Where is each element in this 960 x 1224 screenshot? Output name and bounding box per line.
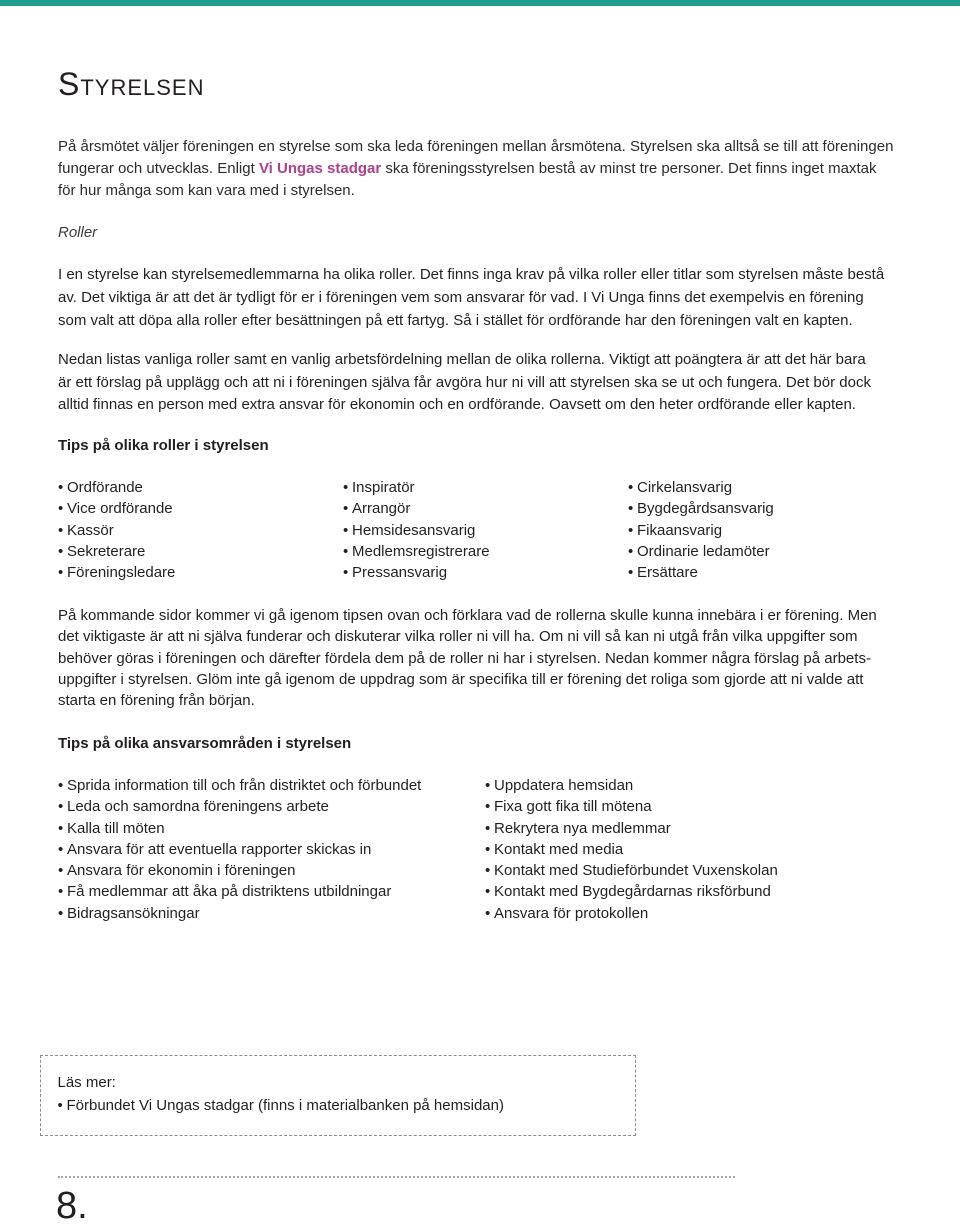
- list-item: [628, 477, 774, 498]
- list-item: [58, 839, 421, 860]
- read-more-item: [58, 1095, 504, 1117]
- list-item-label: Cirkelansvarig: [637, 479, 733, 496]
- list-item: [58, 520, 175, 541]
- responsibilities-column-1: [58, 775, 421, 924]
- list-item-label: Kalla till möten: [67, 819, 165, 837]
- roles-subheading: Roller: [58, 224, 98, 241]
- bullet-icon: [485, 796, 494, 817]
- read-more-box: [40, 1055, 636, 1136]
- bullet-icon: [58, 860, 67, 881]
- list-item: [58, 498, 175, 519]
- list-item-label: Rekrytera nya medlemmar: [494, 819, 671, 837]
- bullet-icon: [343, 541, 352, 562]
- paragraph-line: det viktigaste är att ni själva funderar och diskuterar vilka roller ni vill ha. Om ni vill så kan ni utgå från vilka uppgifter som: [58, 628, 858, 646]
- roles-column-3: [628, 477, 774, 583]
- bullet-icon: [485, 860, 494, 881]
- footer-dotted-divider: [58, 1176, 735, 1178]
- text-segment: ska föreningsstyrelsen bestå av minst tre personer. Det finns inget maxtak: [381, 160, 877, 177]
- stadgar-link[interactable]: Vi Ungas stadgar: [258, 160, 382, 177]
- page-title: Styrelsen: [58, 66, 205, 102]
- roles-column-2: [343, 477, 490, 583]
- list-item: [628, 562, 774, 583]
- list-item-label: Få medlemmar att åka på distriktens utbildningar: [67, 883, 392, 901]
- paragraph-line: Nedan listas vanliga roller samt en vanlig arbetsfördelning mellan de olika rollerna. Viktigt att poängtera är att det här bara: [58, 351, 866, 368]
- paragraph-line: alltid finnas en person med extra ansvar för ekonomin och en ordförande. Oavsett om den heter ordförande eller kapten.: [58, 396, 856, 413]
- bullet-icon: [58, 541, 67, 562]
- bullet-icon: [628, 498, 637, 519]
- list-item-label: Bidragsansökningar: [67, 904, 200, 922]
- list-item-label: Ersättare: [637, 564, 698, 582]
- roles-column-1: [58, 477, 175, 583]
- list-item: [58, 881, 421, 902]
- paragraph-line: starta en förening från början.: [58, 692, 255, 710]
- bullet-icon: [343, 520, 352, 541]
- bullet-icon: [485, 839, 494, 860]
- roles-list: [58, 477, 938, 587]
- bullet-icon: [485, 775, 494, 796]
- list-item-label: Sekreterare: [67, 542, 146, 560]
- list-item: [343, 520, 490, 541]
- paragraph-line: av. Det viktiga är att det är tydligt för er i föreningen vem som ansvarar för vad. I Vi Unga finns det exempelvis en förening: [58, 289, 864, 306]
- list-item: [628, 498, 774, 519]
- bullet-icon: [58, 562, 67, 583]
- paragraph-line: På årsmötet väljer föreningen en styrelse som ska leda föreningen mellan årsmötena. Styrelsen ska alltså se till att föreningen: [58, 138, 894, 155]
- list-item-label: Medlemsregistrerare: [352, 542, 490, 560]
- list-item: [58, 860, 421, 881]
- roles-paragraph: [58, 263, 938, 332]
- bullet-icon: [343, 477, 352, 498]
- responsibilities-column-2: [485, 775, 778, 924]
- bullet-icon: [58, 796, 67, 817]
- list-item: [485, 818, 778, 839]
- bullet-icon: [485, 818, 494, 839]
- bullet-icon: [58, 477, 67, 498]
- list-item: [485, 796, 778, 817]
- list-item: [58, 562, 175, 583]
- list-item-label: Uppdatera hemsidan: [494, 777, 634, 794]
- list-item-label: Fixa gott fika till mötena: [494, 798, 652, 816]
- list-item-label: Föreningsledare: [67, 564, 176, 582]
- list-item: [628, 520, 774, 541]
- roles-list-intro-paragraph: [58, 349, 938, 417]
- intro-paragraph: [58, 136, 938, 202]
- bullet-icon: [58, 498, 67, 519]
- top-accent-bar: [0, 0, 960, 6]
- bullet-icon: [58, 775, 67, 796]
- bullet-icon: [628, 562, 637, 583]
- list-item: [343, 477, 490, 498]
- page-number: 8.: [56, 1185, 88, 1224]
- list-item-label: Inspiratör: [352, 479, 415, 496]
- list-item: [58, 903, 421, 924]
- bullet-icon: [58, 881, 67, 902]
- responsibilities-paragraph: [58, 605, 938, 711]
- list-item: [485, 881, 778, 902]
- responsibilities-heading: Tips på olika ansvarsområden i styrelsen: [58, 735, 352, 752]
- read-more-label: Läs mer:: [57, 1073, 116, 1091]
- list-item-label: Ordförande: [67, 479, 143, 496]
- list-item: [628, 541, 774, 562]
- text-segment: fungerar och utvecklas. Enligt: [58, 160, 259, 177]
- bullet-icon: [485, 903, 494, 924]
- list-item: [485, 903, 778, 924]
- list-item: [58, 775, 421, 796]
- list-item-label: Fikaansvarig: [637, 521, 723, 539]
- bullet-icon: [628, 477, 637, 498]
- list-item: [58, 541, 175, 562]
- list-item: [485, 839, 778, 860]
- list-item-label: Kontakt med media: [494, 840, 624, 858]
- list-item-label: Vice ordförande: [67, 500, 173, 518]
- paragraph-line: som valt att döpa alla roller efter besättningen på ett fartyg. Så i stället för ordförande har den föreningen valt en kapten.: [58, 312, 853, 329]
- bullet-icon: [58, 1095, 67, 1117]
- bullet-icon: [58, 818, 67, 839]
- list-item: [58, 477, 175, 498]
- list-item: [343, 541, 490, 562]
- bullet-icon: [58, 839, 67, 860]
- paragraph-line: är ett förslag på upplägg och att ni i föreningen själva får avgöra hur ni vill att styrelsen ska se ut och fungera. Det bör dock: [58, 373, 871, 391]
- bullet-icon: [485, 881, 494, 902]
- list-item-label: Ansvara för att eventuella rapporter skickas in: [67, 840, 372, 858]
- paragraph-line: för hur många som kan vara med i styrelsen.: [58, 182, 355, 199]
- bullet-icon: [58, 520, 67, 541]
- list-item-label: Leda och samordna föreningens arbete: [67, 798, 329, 816]
- list-item: [485, 775, 778, 796]
- list-item-label: Hemsidesansvarig: [352, 521, 476, 539]
- paragraph-line: behöver göras i föreningen och därefter fördela dem på de roller ni har i styrelsen. Nedan kommer några förslag på arbets-: [58, 649, 871, 667]
- list-item-label: Pressansvarig: [352, 564, 448, 582]
- bullet-icon: [58, 903, 67, 924]
- bullet-icon: [628, 541, 637, 562]
- list-item: [58, 818, 421, 839]
- list-item-label: Kontakt med Bygdegårdarnas riksförbund: [494, 883, 771, 901]
- paragraph-line: [58, 158, 938, 180]
- bullet-icon: [343, 498, 352, 519]
- list-item-label: Ansvara för protokollen: [494, 904, 649, 922]
- list-item-label: Ordinarie ledamöter: [637, 542, 770, 560]
- bullet-icon: [628, 520, 637, 541]
- roles-heading: Tips på olika roller i styrelsen: [58, 437, 269, 454]
- list-item-label: Kassör: [67, 521, 114, 539]
- list-item-label: Ansvara för ekonomin i föreningen: [67, 862, 296, 880]
- read-more-item-label: Förbundet Vi Ungas stadgar (finns i materialbanken på hemsidan): [66, 1096, 504, 1114]
- list-item: [485, 860, 778, 881]
- list-item-label: Arrangör: [352, 500, 411, 518]
- paragraph-line: På kommande sidor kommer vi gå igenom tipsen ovan och förklara vad de rollerna skulle kunna innebära i er förening. Men: [58, 607, 877, 624]
- list-item: [343, 562, 490, 583]
- list-item: [58, 796, 421, 817]
- list-item: [343, 498, 490, 519]
- bullet-icon: [343, 562, 352, 583]
- list-item-label: Kontakt med Studieförbundet Vuxenskolan: [494, 862, 778, 880]
- list-item-label: Sprida information till och från distriktet och förbundet: [67, 777, 422, 794]
- list-item-label: Bygdegårdsansvarig: [637, 500, 774, 518]
- responsibilities-list: [58, 775, 938, 927]
- paragraph-line: uppgifter i styrelsen. Glöm inte gå igenom de uppdrag som är specifika till er förening det roliga som gjorde att ni valde att: [58, 670, 864, 688]
- paragraph-line: I en styrelse kan styrelsemedlemmarna ha olika roller. Det finns inga krav på vilka roller eller titlar som styrelsen måste bestå: [58, 266, 885, 283]
